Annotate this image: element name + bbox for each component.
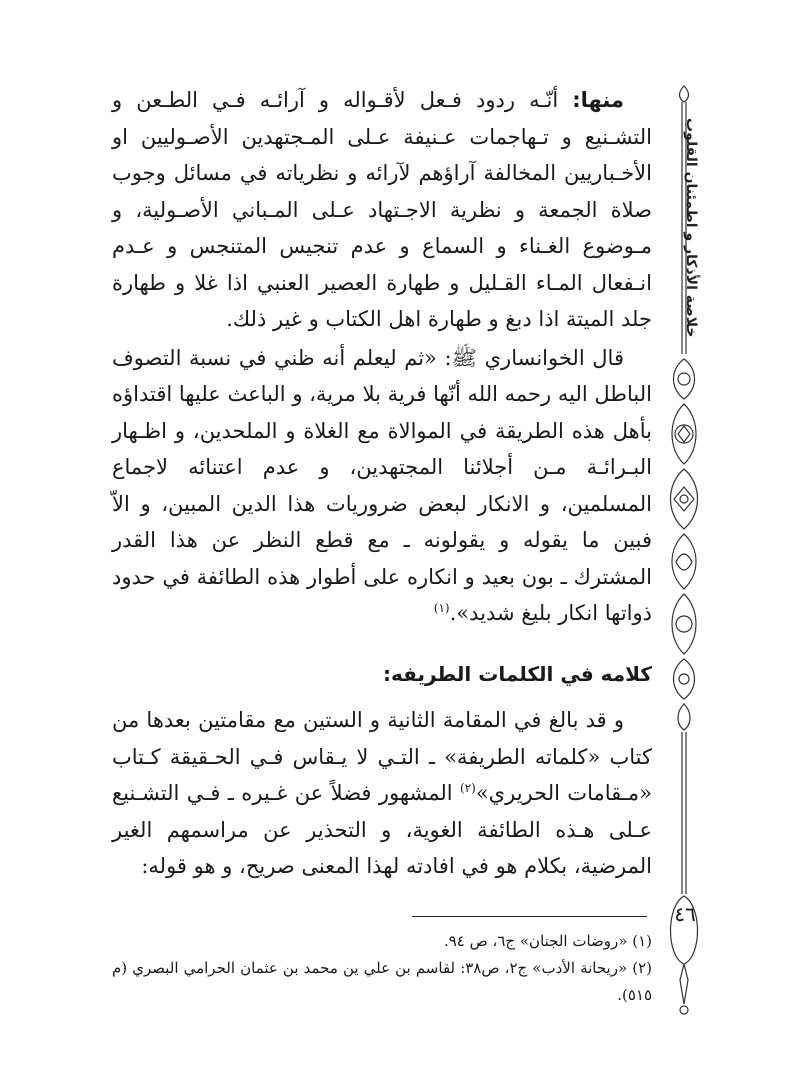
footnote-2: (٢) «ريحانة الأدب» ج٢، ص٣٨: لقاسم بن علي ين محمد بن عثمان الحرامي البصري (م ٥١٥). (112, 959, 653, 1004)
footnote-1: (١) «روضات الجنان» ج٦، ص ٩٤. (443, 932, 652, 950)
paragraph-1-text: أنّـه ردود فـعل لأقـواله و آرائـه فـي الطـعن و التشـنيع و تـهاجمات عـنيفة عـلى المـجتهدين الأصـوليين او الأخـباريين المخالفة آراؤهم لآرائه و نظرياته في مسائل وجوب صلاة الجمعة و نظرية الاجـتهاد عـلى المـباني الأصـولية، و مـوضوع الغـناء و السماع و عدم تنجيس المتنجس و عـدم انـفعال المـاء القـليل و طهارة العصير العنبي اذا غلا و طهارة جلد الميتة اذا دبغ و طهارة اهل الكتاب و غير ذلك. (112, 88, 652, 331)
running-head: خلاصة الأذكار و اطمئنان القلوب (683, 118, 699, 338)
footnote-rule (412, 916, 647, 917)
paragraph-2 (112, 340, 652, 632)
footnote-ref-1: (١) (433, 601, 450, 615)
paragraph-2-text: قال الخوانساري ﷺ: «ثم ليعلم أنه ظني في نسبة التصوف الباطل اليه رحمه الله أنّها فرية بلا مرية، و الباعث عليها اقتداؤه بأهل هذه الطريقة في الموالاة مع الغلاة و الملحدين، و اظـهار البـرائـة مـن أجلائنا المجتهدين، و عدم اعتنائه لاجماع المسلمين، و الانكار لبعض ضروريات هذا الدين المبين، و الاّ فبين ما يقوله و يقولونه ـ مع قطع النظر عن هذا القدر المشترك ـ بون بعيد و انكاره على أطوار هذه الطائفة في حدود ذواتها انكار بليغ شديد». (112, 345, 652, 625)
paragraph-3-text-b: المشهور فضلاً عن غـيره ـ فـي التشـنيع عـلى هـذه الطائفة الغوية، و التحذير عن مراسمهم الغير المرضية، بكلام هو في افادته لهذا المعنى صريح، و هو قوله: (112, 781, 652, 878)
section-heading: كلامه في الكلمات الطريفه: (382, 662, 652, 686)
paragraph-3 (112, 702, 652, 885)
page-number: ٤٦ (674, 902, 696, 926)
footnote-ref-2: (٢) (460, 781, 476, 795)
paragraph-3-text-a: و قد بالغ في المقامة الثانية و الستين مع مقامتين بعدها من كتاب «كلماته الطريفة» ـ التـي لا يـقاس فـي الحـقيقة كـتاب «مـقامات الحريري» (112, 708, 652, 805)
paragraph-1-lead: منها: (572, 88, 624, 112)
main-text-block-2 (112, 702, 652, 885)
footnotes (112, 928, 652, 1009)
paragraph-1 (112, 82, 652, 338)
main-text-block (112, 82, 652, 632)
